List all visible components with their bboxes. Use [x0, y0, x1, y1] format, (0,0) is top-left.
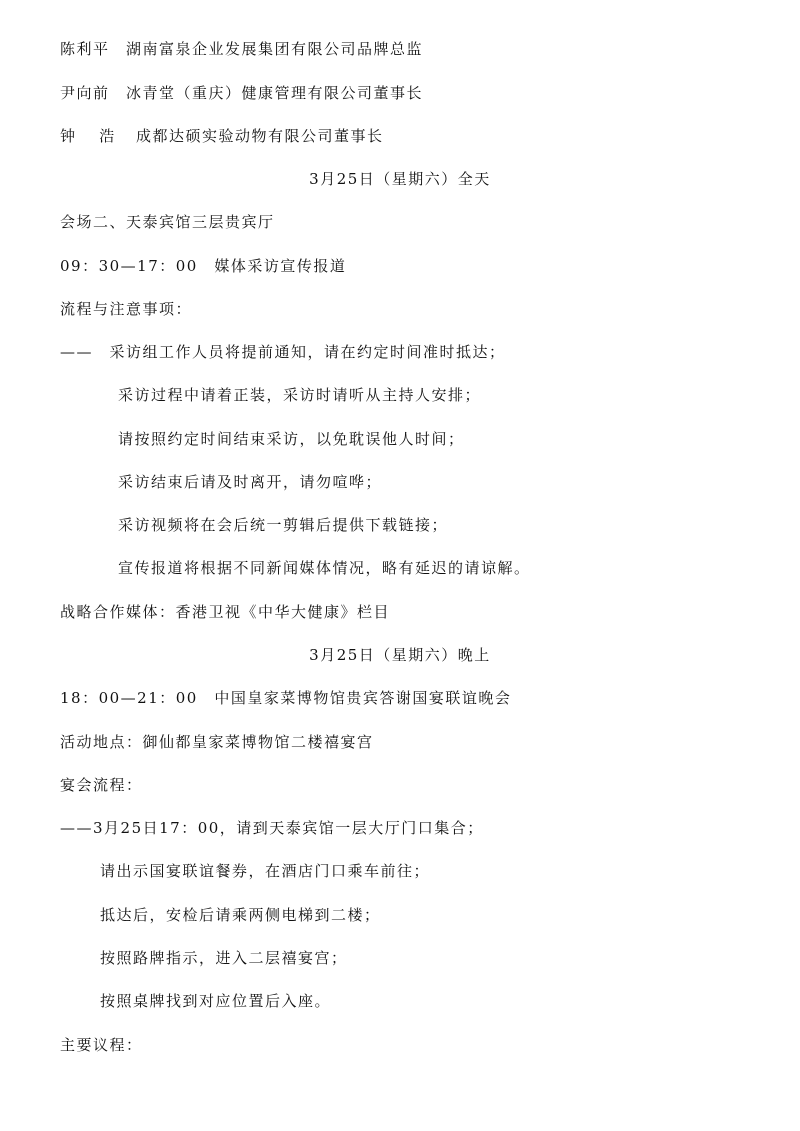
- note-item: 请按照约定时间结束采访，以免耽误他人时间；: [118, 430, 465, 448]
- note-item: —— 采访组工作人员将提前通知，请在约定时间准时抵达；: [60, 343, 506, 361]
- step-item: 抵达后，安检后请乘两侧电梯到二楼；: [100, 906, 381, 924]
- section-heading-evening: 3月25日（星期六）晚上: [309, 646, 491, 664]
- guest-line: [60, 126, 384, 146]
- process-title: 流程与注意事项：: [60, 300, 193, 318]
- process-title: 宴会流程：: [60, 776, 143, 794]
- guest-title: 湖南富泉企业发展集团有限公司品牌总监: [126, 40, 424, 58]
- section-heading-full-day: 3月25日（星期六）全天: [309, 170, 491, 188]
- partner-media-line: 战略合作媒体：香港卫视《中华大健康》栏目: [60, 603, 391, 621]
- guest-line: [60, 83, 423, 103]
- step-item: 按照桌牌找到对应位置后入座。: [100, 992, 332, 1010]
- note-item: 宣传报道将根据不同新闻媒体情况，略有延迟的请谅解。: [118, 559, 531, 577]
- guest-name: 钟 浩: [60, 127, 116, 145]
- note-item: 采访视频将在会后统一剪辑后提供下载链接；: [118, 516, 449, 534]
- guest-name: 陈利平: [60, 40, 110, 58]
- step-item: 按照路牌指示，进入二层禧宴宫；: [100, 949, 348, 967]
- venue-line: 会场二、天泰宾馆三层贵宾厅: [60, 213, 275, 231]
- guest-title: 冰青堂（重庆）健康管理有限公司董事长: [126, 84, 424, 102]
- guest-line: [60, 39, 423, 59]
- step-item: ——3月25日17：00，请到天泰宾馆一层大厅门口集合；: [60, 819, 484, 837]
- note-item: 采访结束后请及时离开，请勿喧哗；: [118, 473, 383, 491]
- guest-title: 成都达硕实验动物有限公司董事长: [136, 127, 384, 145]
- note-item: 采访过程中请着正装，采访时请听从主持人安排；: [118, 386, 482, 404]
- step-item: 请出示国宴联谊餐券，在酒店门口乘车前往；: [100, 862, 431, 880]
- schedule-line: 09：30—17：00 媒体采访宣传报道: [60, 257, 347, 275]
- agenda-title: 主要议程：: [60, 1036, 143, 1054]
- schedule-line: 18：00—21：00 中国皇家菜博物馆贵宾答谢国宴联谊晚会: [60, 689, 512, 707]
- guest-name: 尹向前: [60, 84, 110, 102]
- location-line: 活动地点：御仙都皇家菜博物馆二楼禧宴宫: [60, 733, 374, 751]
